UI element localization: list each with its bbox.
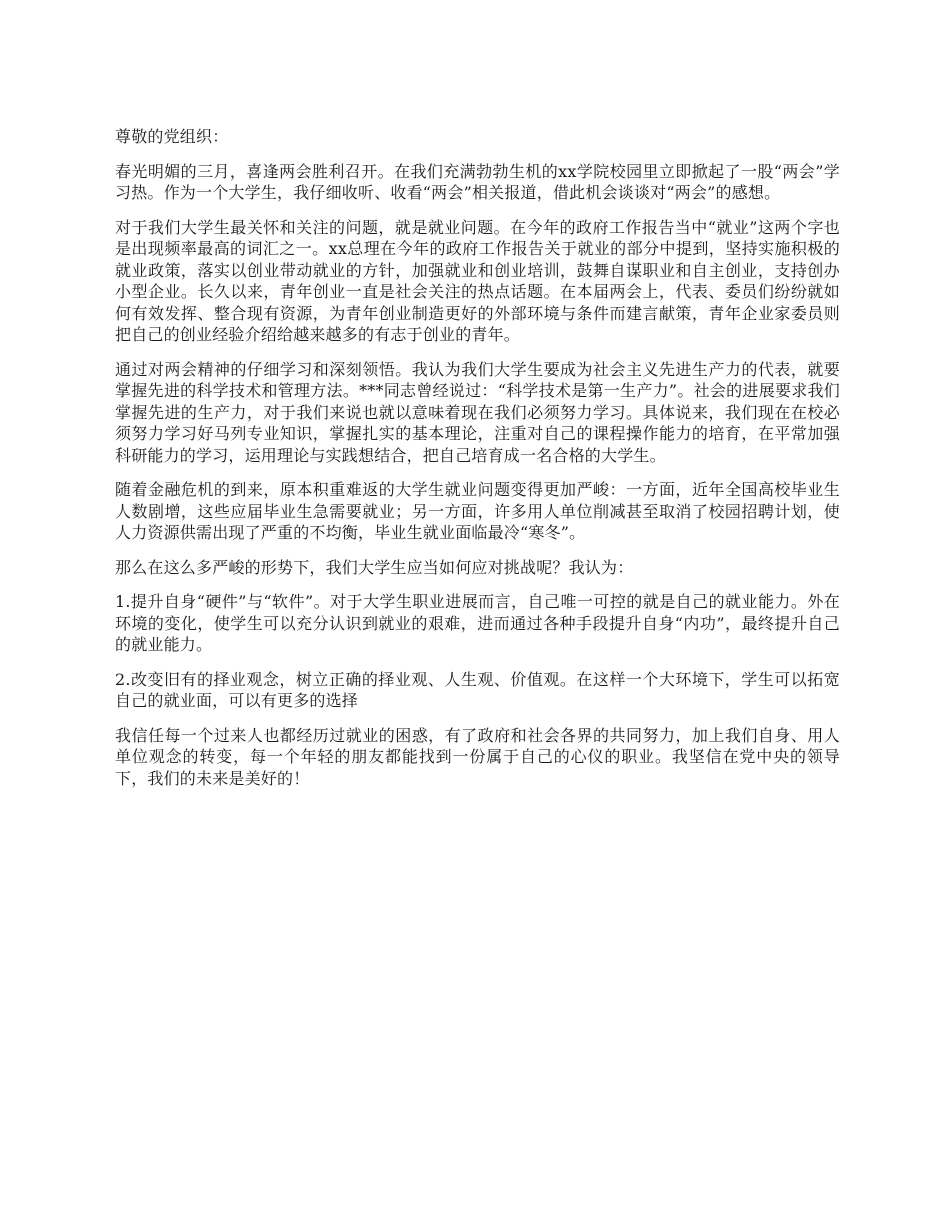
- paragraph-question: 那么在这么多严峻的形势下，我们大学生应当如何应对挑战呢？我认为：: [115, 557, 634, 577]
- paragraph-point-2: 2.改变旧有的择业观念，树立正确的择业观、人生观、价值观。在这样一个大环境下，学生可以拓宽自己的就业面，可以有更多的选择: [115, 669, 840, 710]
- paragraph-employment: 对于我们大学生最关怀和关注的问题，就是就业问题。在今年的政府工作报告当中“就业”这两个字也是出现频率最高的词汇之一。xx总理在今年的政府工作报告关于就业的部分中提到，坚持实施积极的就业政策，落实以创业带动就业的方针，加强就业和创业培训，鼓舞自谋职业和自主创业，支持创办小型企业。长久以来，青年创业一直是社会关注的热点话题。在本届两会上，代表、委员们纷纷就如何有效发挥、整合现有资源，为青年创业制造更好的外部环境与条件而建言献策，青年企业家委员则把自己的创业经验介绍给越来越多的有志于创业的青年。: [115, 217, 840, 344]
- paragraph-intro: 春光明媚的三月，喜逢两会胜利召开。在我们充满勃勃生机的xx学院校园里立即掀起了一股“两会”学习热。作为一个大学生，我仔细收听、收看“两会”相关报道，借此机会谈谈对“两会”的感想。: [115, 161, 840, 202]
- paragraph-conclusion: 我信任每一个过来人也都经历过就业的困惑，有了政府和社会各界的共同努力，加上我们自身、用人单位观念的转变，每一个年轻的朋友都能找到一份属于自己的心仪的职业。我坚信在党中央的领导下，我们的未来是美好的！: [115, 725, 840, 788]
- salutation: 尊敬的党组织：: [115, 127, 229, 146]
- paragraph-financial-crisis: 随着金融危机的到来，原本积重难返的大学生就业问题变得更加严峻：一方面，近年全国高校毕业生人数剧增，这些应届毕业生急需要就业；另一方面，许多用人单位削减甚至取消了校园招聘计划，使人力资源供需出现了严重的不均衡，毕业生就业面临最冷“寒冬”。: [115, 480, 840, 542]
- paragraph-study: 通过对两会精神的仔细学习和深刻领悟。我认为我们大学生要成为社会主义先进生产力的代表，就要掌握先进的科学技术和管理方法。***同志曾经说过：“科学技术是第一生产力”。社会的进展要求我们掌握先进的生产力，对于我们来说也就以意味着现在我们必须努力学习。具体说来，我们现在在校必须努力学习好马列专业知识，掌握扎实的基本理论，注重对自己的课程操作能力的培育，在平常加强科研能力的学习，运用理论与实践想结合，把自己培育成一名合格的大学生。: [115, 359, 840, 465]
- paragraph-point-1: 1.提升自身“硬件”与“软件”。对于大学生职业进展而言，自己唯一可控的就是自己的就业能力。外在环境的变化，使学生可以充分认识到就业的艰难，进而通过各种手段提升自身“内功”，最终提升自己的就业能力。: [115, 592, 840, 654]
- letter-body: [115, 126, 840, 802]
